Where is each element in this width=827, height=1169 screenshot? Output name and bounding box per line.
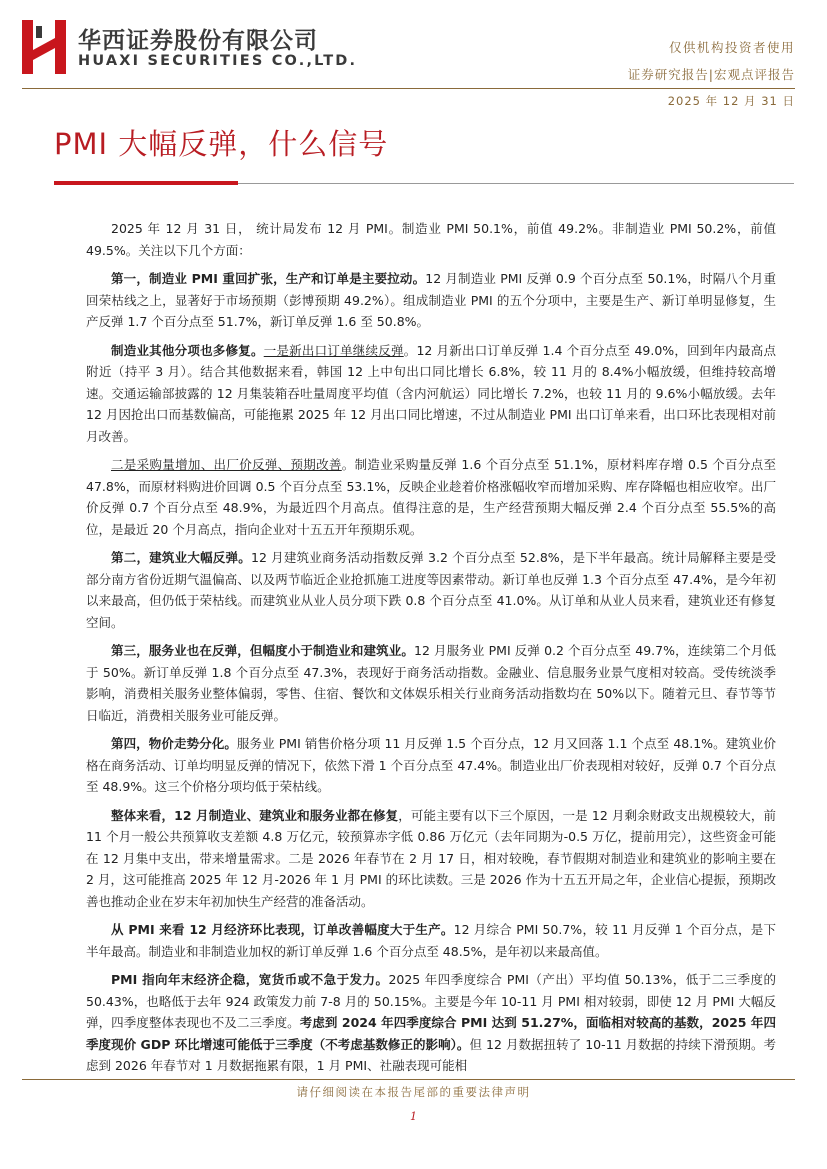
underlined-text: 二是采购量增加、出厂价反弹、预期改善 bbox=[111, 457, 342, 472]
body-paragraph bbox=[86, 733, 776, 798]
bold-text: 第四，物价走势分化。 bbox=[111, 736, 237, 751]
underlined-text: 一是新出口订单继续反弹 bbox=[263, 342, 404, 358]
company-name-en: HUAXI SECURITIES CO.,LTD. bbox=[78, 53, 358, 69]
bold-text: 制造业其他分项也多修复。 bbox=[111, 342, 264, 358]
text-run: 服务业 PMI 销售价格分项 11 月反弹 1.5 个百分点，12 月又回落 1.1 个点至 48.1%。建筑业价格在商务活动、订单均明显反弹的情况下，依然下滑 1 个百分点至 47.4%。制造业出厂价表现相对较好，反弹 0.7 个百分点至 48.9%。这三个价格分项均低于荣枯线。 bbox=[86, 736, 776, 794]
legal-disclaimer: 请仔细阅读在本报告尾部的重要法律声明 bbox=[296, 1085, 531, 1099]
page-number: 1 bbox=[410, 1110, 417, 1123]
report-body bbox=[86, 218, 776, 1084]
text-run: ，可能主要有以下三个原因，一是 12 月剩余财政支出规模较大，前 11 个月一般公共预算收支差额 4.8 万亿元，较预算赤字低 0.86 万亿元（去年同期为-0.5 万亿，提前用完），这些资金可能在 12 月集中支出，带来增量需求。二是 2026 年春节在 2 月 17 日，相对较晚，春节假期对制造业和建筑业的影响主要在 2 月，这可能推高 2025 年 12 月-2026 年 1 月 PMI 的环比读数。三是 2026 作为十五五开局之年，企业信心提振，预期改善也推动企业在岁末年初加快生产经营的准备活动。 bbox=[86, 807, 777, 909]
text-run: 2025 年 12 月 31 日， 统计局发布 12 月 PMI。制造业 PMI 50.1%，前值 49.2%。非制造业 PMI 50.2%，前值 49.5%。关注以下几个方面： bbox=[86, 221, 776, 258]
text-run: 12 月制造业 PMI 反弹 0.9 个百分点至 50.1%，时隔八个月重回荣枯线之上，显著好于市场预期（彭博预期 49.2%）。组成制造业 PMI 的五个分项中，主要是生产、新订单明显修复，生产反弹 1.7 个百分点至 51.7%，新订单反弹 1.6 至 50.8%。 bbox=[86, 271, 776, 329]
text-run: 。12 月新出口订单反弹 1.4 个百分点至 49.0%，回到年内最高点附近（持平 3 月）。结合其他数据来看，韩国 12 上中旬出口同比增长 6.8%，较 11 月的 8.4%小幅放缓，但维持较高增速。交通运输部披露的 12 月集装箱吞吐量周度平均值（含内河航运）同比增长 7.2%，也较 11 月的 9.6%小幅放缓。去年 12 月因抢出口而基数偏高，可能拖累 2025 年 12 月出口同比增速，不过从制造业 PMI 出口订单来看，出口环比表现相对前月改善。 bbox=[86, 342, 776, 444]
header-divider bbox=[22, 88, 795, 89]
bold-text: 从 PMI 来看 12 月经济环比表现，订单改善幅度大于生产。 bbox=[111, 922, 454, 937]
body-paragraph bbox=[86, 969, 776, 1077]
text-run: 2025 年四季度综合 PMI（产出）平均值 50.13%，低于二三季度的 50.43%，也略低于去年 924 政策发力前 7-8 月的 50.15%。主要是今年 10-11 月 PMI 相对较弱，即使 12 月 PMI 大幅反弹，四季度整体表现也不及二三季度。 bbox=[86, 972, 776, 1030]
body-paragraph bbox=[86, 340, 776, 448]
bold-text: 整体来看，12 月制造业、建筑业和服务业都在修复 bbox=[111, 807, 399, 823]
bold-text: 第二，建筑业大幅反弹。 bbox=[111, 550, 251, 565]
body-paragraph bbox=[86, 218, 776, 261]
body-paragraph bbox=[86, 268, 776, 333]
body-paragraph bbox=[86, 640, 776, 726]
report-date: 2025 年 12 月 31 日 bbox=[667, 94, 795, 108]
text-run: 12 月建筑业商务活动指数反弹 3.2 个百分点至 52.8%，是下半年最高。统计局解释主要是受部分南方省份近期气温偏高、以及两节临近企业抢抓施工进度等因素带动。新订单也反弹 1.3 个百分点至 47.4%，是今年初以来最高，但仍低于荣枯线。而建筑业从业人员分项下跌 0.8 个百分点至 41.0%。从订单和从业人员来看，建筑业还有修复空间。 bbox=[86, 550, 776, 630]
bold-text: 第一，制造业 PMI 重回扩张，生产和订单是主要拉动。 bbox=[111, 271, 426, 286]
text-run: 12 月服务业 PMI 反弹 0.2 个百分点至 49.7%，连续第二个月低于 50%。新订单反弹 1.8 个百分点至 47.3%，表现好于商务活动指数。金融业、信息服务业景气度相对较高。受传统淡季影响，消费相关服务业整体偏弱，零售、住宿、餐饮和文体娱乐相关行业商务活动指数均在 50%以下。随着元旦、春节等节日临近，消费相关服务业可能反弹。 bbox=[86, 643, 776, 723]
bold-text: PMI 指向年末经济企稳，宽货币或不急于发力。 bbox=[111, 972, 389, 987]
body-paragraph bbox=[86, 919, 776, 962]
footer-divider bbox=[22, 1079, 795, 1080]
huaxi-logo-icon bbox=[22, 20, 66, 74]
bold-text: 考虑到 2024 年四季度综合 PMI 达到 51.27%，面临相对较高的基数，2025 年四季度现价 GDP 环比增速可能低于三季度（不考虑基数修正的影响）。 bbox=[86, 1015, 776, 1052]
report-title: PMI 大幅反弹，什么信号 bbox=[54, 127, 389, 161]
company-name-cn: 华西证券股份有限公司 bbox=[78, 27, 318, 54]
body-paragraph bbox=[86, 805, 776, 913]
text-run: 12 月综合 PMI 50.7%，较 11 月反弹 1 个百分点，是下半年最高。制造业和非制造业加权的新订单反弹 1.6 个百分点至 48.5%，是年初以来最高值。 bbox=[86, 922, 776, 959]
text-run: 但 12 月数据扭转了 10-11 月数据的持续下滑预期。考虑到 2026 年春节对 1 月数据拖累有限，1 月 PMI、社融表现可能相 bbox=[86, 1036, 776, 1073]
bold-text: 第三，服务业也在反弹，但幅度小于制造业和建筑业。 bbox=[111, 643, 415, 658]
title-underline bbox=[238, 183, 794, 184]
body-paragraph bbox=[86, 547, 776, 633]
report-type: 证券研究报告|宏观点评报告 bbox=[627, 67, 795, 82]
body-paragraph bbox=[86, 454, 776, 540]
title-underline-accent bbox=[54, 181, 238, 185]
audience-note: 仅供机构投资者使用 bbox=[668, 40, 795, 55]
text-run: 。制造业采购量反弹 1.6 个百分点至 51.1%，原材料库存增 0.5 个百分点至 47.8%，而原材料购进价回调 0.5 个百分点至 53.1%，反映企业趁着价格涨幅收窄而增加采购、库存降幅也相应收窄。出厂价反弹 0.7 个百分点至 48.9%，为最近四个月高点。值得注意的是，生产经营预期大幅反弹 2.4 个百分点至 55.5%的高位，是最近 20 个月高点，指向企业对十五五开年预期乐观。 bbox=[86, 457, 776, 537]
